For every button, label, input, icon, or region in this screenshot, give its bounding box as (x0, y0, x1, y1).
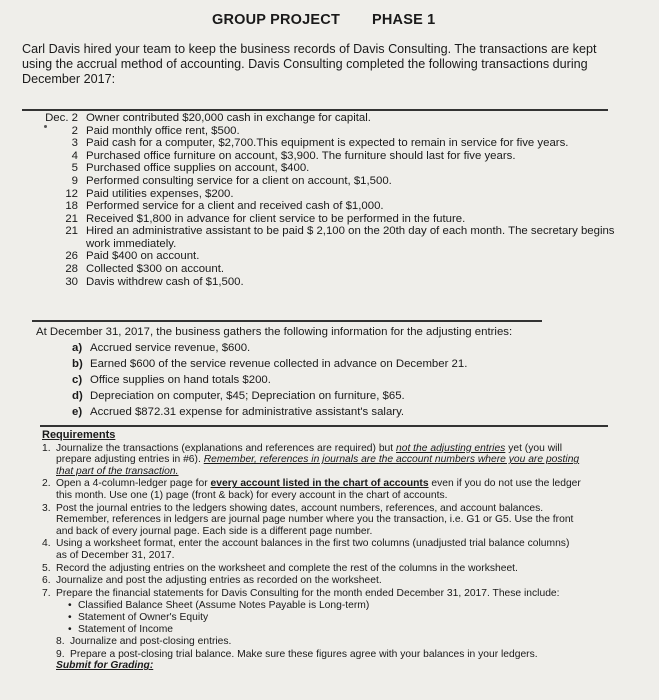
adjustments-intro: At December 31, 2017, the business gathers the following information for the adjusting entries: (36, 326, 513, 338)
transaction-text: Paid cash for a computer, $2,700.This equipment is expected to remain in service for five years. (86, 137, 569, 150)
transaction-date: 2 (71, 124, 78, 137)
transaction-date: 21 (65, 212, 78, 225)
divider (40, 425, 608, 427)
requirement-text: Journalize and post the adjusting entries as recorded on the worksheet. (56, 575, 382, 587)
project-title: GROUP PROJECT (212, 12, 341, 28)
transaction-date: 3 (71, 137, 78, 150)
list-item: • Classified Balance Sheet (Assume Notes Payable is Long-term) (68, 600, 582, 612)
requirement-text: Journalize and post-closing entries. (70, 636, 232, 648)
transaction-date: 4 (71, 149, 78, 162)
statements-list (68, 600, 582, 635)
title-row (0, 12, 659, 32)
adjustment-text: Depreciation on computer, $45; Depreciation on furniture, $65. (90, 390, 405, 402)
transaction-date: 5 (71, 162, 78, 175)
phase-title: PHASE 1 (372, 12, 436, 28)
list-item: • Statement of Income (68, 624, 582, 636)
requirement-text: Prepare a post-closing trial balance. Make sure these figures agree with your balances in your ledgers. (70, 648, 538, 660)
transaction-text: Collected $300 on account. (86, 262, 225, 275)
adjustment-letter: d) (72, 390, 83, 402)
requirement-number: 9. (56, 648, 65, 660)
transaction-row (22, 213, 622, 226)
requirement-text (56, 478, 582, 501)
transaction-row (22, 175, 622, 188)
divider (22, 109, 608, 111)
requirement-text-part: even if you do not use the ledger this month. Use one (1) page (front & back) for every account in the chart of accounts. (56, 478, 581, 501)
transaction-text: Hired an administrative assistant to be paid $ 2,100 on the 20th day of each month. The secretary begins work immediately. (86, 225, 615, 250)
list-item: • Statement of Owner's Equity (68, 612, 582, 624)
transaction-text: Purchased office supplies on account, $400. (86, 162, 310, 175)
adjustment-item (72, 404, 467, 420)
adjustment-letter: a) (72, 342, 83, 354)
adjustment-item (72, 356, 467, 372)
requirement-item (42, 538, 582, 561)
requirement-number: 6. (42, 575, 51, 587)
requirement-item (56, 649, 582, 661)
transaction-text: Davis withdrew cash of $1,500. (86, 275, 244, 288)
requirement-item (56, 636, 582, 648)
requirement-number: 3. (42, 502, 51, 514)
requirement-text-part: Open a 4-column-ledger page for (56, 478, 211, 490)
requirement-text: Prepare the financial statements for Davis Consulting for the month ended December 31, 2017. These include: (56, 587, 560, 599)
adjustment-letter: b) (72, 358, 83, 370)
adjustment-text: Accrued service revenue, $600. (90, 342, 251, 354)
transaction-text: Owner contributed $20,000 cash in exchange for capital. (86, 112, 371, 124)
requirement-item (42, 588, 582, 600)
adjustment-letter: c) (72, 374, 83, 386)
transaction-text: Received $1,800 in advance for client service to be performed in the future. (86, 212, 466, 225)
requirement-text: Using a worksheet format, enter the account balances in the first two columns (unadjusted trial balance columns) as of December 31, 2017. (56, 538, 570, 561)
transaction-text: Paid $400 on account. (86, 250, 200, 263)
requirement-number: 8. (56, 636, 65, 648)
requirement-text-part: yet (you will prepare adjusting entries in #6). (56, 442, 562, 466)
requirement-number: 2. (42, 478, 51, 490)
stray-mark (44, 125, 47, 128)
requirement-item (42, 503, 582, 538)
transaction-row (22, 200, 622, 213)
transaction-row (22, 162, 622, 175)
transaction-date: 26 (65, 250, 78, 263)
requirement-text (56, 443, 582, 478)
requirement-item (42, 443, 582, 478)
transactions-list (22, 112, 622, 288)
adjustment-text: Office supplies on hand totals $200. (90, 374, 271, 386)
requirement-text: Post the journal entries to the ledgers showing dates, account numbers, references, and account balances. Remember, references in ledgers are journal page number where you the transaction, i.e. G1 or G5. Use the front and back of every journal page. Each side is a different page number. (56, 502, 574, 537)
transaction-date: 21 (65, 225, 78, 238)
transaction-row (22, 276, 622, 289)
adjustment-letter: e) (72, 406, 83, 418)
requirement-number: 5. (42, 562, 51, 574)
requirement-number: 7. (42, 587, 51, 599)
transaction-row (22, 112, 622, 125)
transaction-row (22, 250, 622, 263)
requirement-number: 1. (42, 442, 51, 454)
requirement-number: 4. (42, 538, 51, 550)
transaction-text: Paid utilities expenses, $200. (86, 187, 234, 200)
requirement-emphasis: every account listed in the chart of accounts (210, 478, 429, 490)
submit-heading: Submit for Grading: (56, 660, 154, 672)
requirement-text: Record the adjusting entries on the worksheet and complete the rest of the columns in the worksheet. (56, 562, 518, 574)
transaction-text: Performed service for a client and received cash of $1,000. (86, 200, 384, 213)
transaction-date: Dec. 2 (45, 112, 78, 124)
requirements-title: Requirements (42, 429, 116, 441)
transaction-row (22, 150, 622, 163)
intro-paragraph: Carl Davis hired your team to keep the business records of Davis Consulting. The transactions are kept using the accrual method of accounting. Davis Consulting completed the following transactions during December 2017: (22, 42, 597, 86)
transaction-date: 9 (71, 174, 78, 187)
divider (32, 320, 542, 322)
adjustment-text: Earned $600 of the service revenue collected in advance on December 21. (90, 358, 468, 370)
transaction-date: 12 (65, 187, 78, 200)
requirement-item (42, 478, 582, 501)
adjustment-text: Accrued $872.31 expense for administrative assistant's salary. (90, 406, 405, 418)
transaction-text: Paid monthly office rent, $500. (86, 124, 240, 137)
transaction-row (22, 125, 622, 138)
transaction-date: 30 (65, 275, 78, 288)
transaction-row (22, 188, 622, 201)
transaction-date: 18 (65, 200, 78, 213)
requirement-item (42, 563, 582, 575)
requirement-emphasis: Remember, references in journals are the account numbers where you are posting that part of the transaction. (56, 454, 580, 477)
adjustments-list (72, 340, 467, 420)
requirement-item (42, 575, 582, 587)
transaction-row (22, 225, 622, 250)
transaction-text: Performed consulting service for a client on account, $1,500. (86, 174, 392, 187)
requirement-text-part: Journalize the transactions (explanations and references are required) but (56, 442, 396, 454)
adjustment-item (72, 388, 467, 404)
transaction-text: Purchased office furniture on account, $3,900. The furniture should last for five years. (86, 149, 516, 162)
requirement-emphasis: not the adjusting entries (396, 442, 506, 454)
adjustment-item (72, 340, 467, 356)
transaction-row (22, 137, 622, 150)
transaction-row (22, 263, 622, 276)
requirements-section (42, 430, 582, 672)
transaction-date: 28 (65, 262, 78, 275)
adjustment-item (72, 372, 467, 388)
